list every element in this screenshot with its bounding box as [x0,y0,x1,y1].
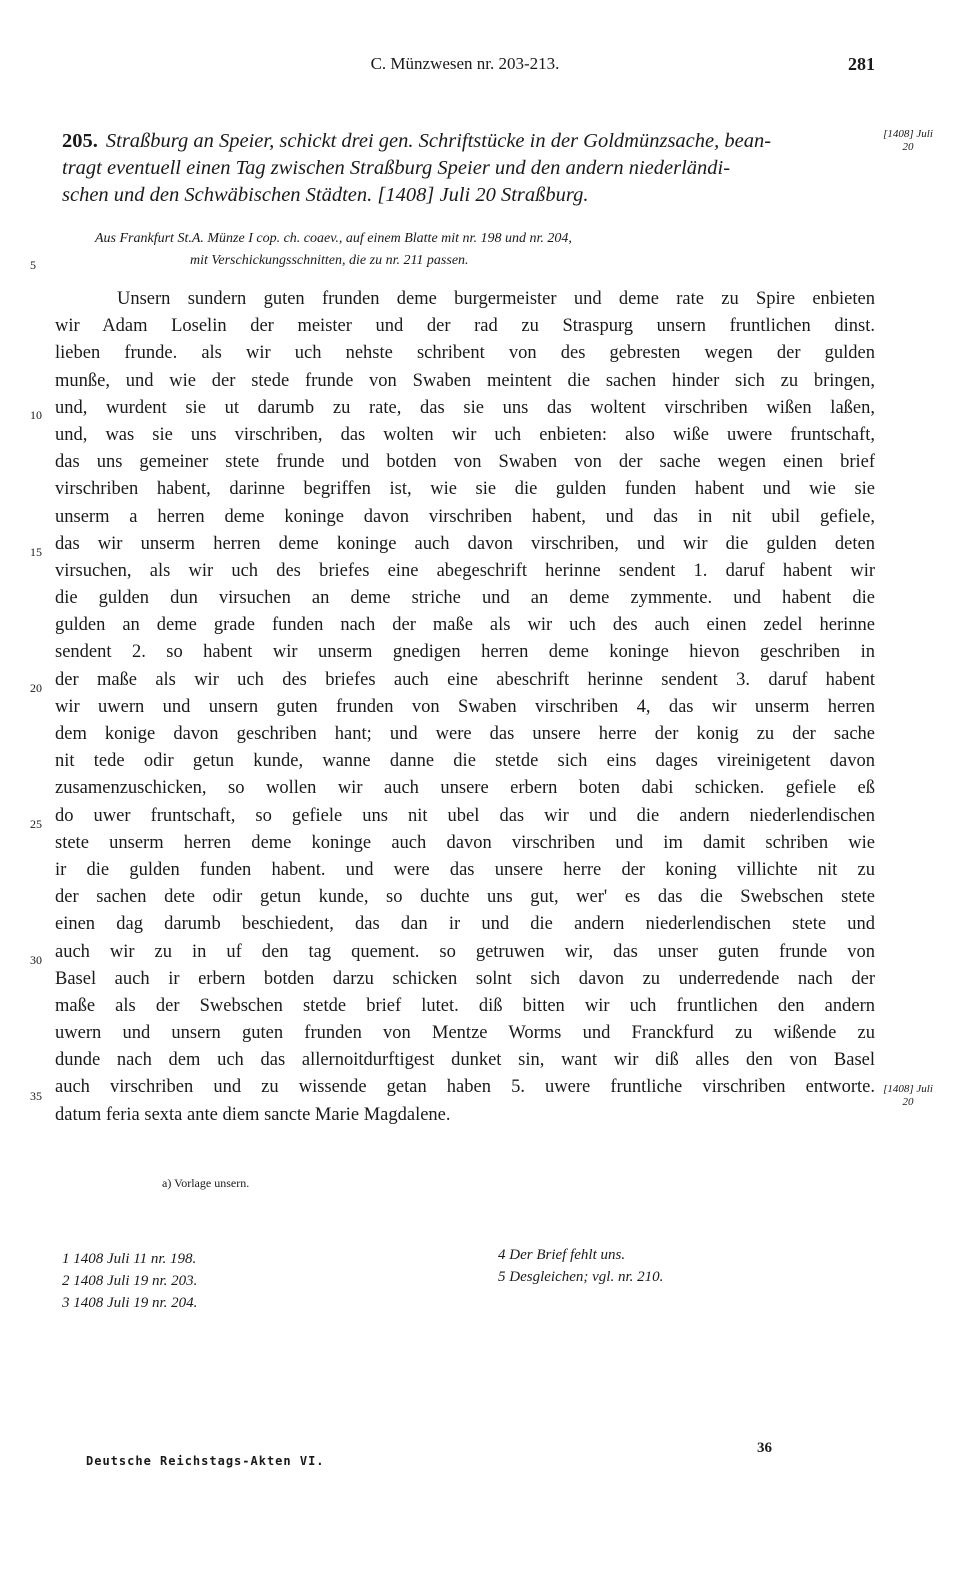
source-line: Aus Frankfurt St.A. Münze I cop. ch. coaev., auf einem Blatte mit nr. 198 und nr. 204, [95,231,572,246]
heading-line: tragt eventuell einen Tag zwischen Straßburg Speier und den andern niederländi- [62,157,731,179]
body-line: der maße als wir uch des briefes auch eine abeschrift herinne sendent 3. daruf habent [55,669,875,690]
footnote: 5 Desgleichen; vgl. nr. 210. [498,1269,664,1285]
source-note [95,228,875,272]
line-number: 15 [30,545,42,559]
body-line: wir Adam Loselin der meister und der rad zu Straspurg unsern fruntlichen dinst. [55,316,875,337]
page-number: 281 [848,54,875,74]
margin-date-note: [1408] Juli 20 [883,128,933,153]
body-line: der sachen dete odir getun kunde, so duchte uns gut, wer' es das die Swebschen stete [55,887,875,908]
footnote: 1 1408 Juli 11 nr. 198. [62,1251,197,1267]
body-line: unserm a herren deme koninge davon virschriben habent, und das in nit ubil gefiele, [55,506,875,527]
footnote: 3 1408 Juli 19 nr. 204. [62,1295,198,1311]
body-line: maße als der Swebschen stetde brief lutet. diß bitten wir uch fruntlichen den andern [55,995,875,1016]
line-number: 5 [30,258,36,272]
body-line: gulden an deme grade funden nach der maße als wir uch des auch einen zedel herinne [55,615,875,636]
margin-date-note: [1408] Juli 20 [883,1083,933,1108]
body-line: einen dag darumb beschiedent, das dan ir und die andern niederlendischen stete und [55,914,875,935]
body-line: lieben frunde. als wir uch nehste schribent von des gebresten wegen der gulden [55,343,875,364]
body-line: nit tede odir getun kunde, wanne danne die stetde sich eins dages vireinigetent davon [55,751,875,772]
body-line: dunde nach dem uch das allernoitdurftigest dunket sin, want wir diß alles den von Basel [55,1050,875,1071]
body-line: virsuchen, als wir uch des briefes eine abegeschrift herinne sendent 1. daruf habent wir [55,560,875,581]
heading-line: schen und den Schwäbischen Städten. [1408] Juli 20 Straßburg. [62,184,589,206]
variant-footnote: a) Vorlage unsern. [162,1176,250,1190]
source-line: mit Verschickungsschnitten, die zu nr. 211 passen. [190,253,469,268]
body-line: die gulden dun virsuchen an deme striche und an deme zymmente. und habent die [55,588,875,609]
body-line: munße, und wie der stede frunde von Swaben meintent die sachen hinder sich zu bringen, [55,370,875,391]
line-number: 20 [30,681,42,695]
body-line: ir die gulden funden habent. und were das unsere herre der koning villichte nit zu [55,859,875,880]
footnotes-right [498,1244,663,1288]
body-line: wir uwern und unsern guten frunden von Swaben virschriben 4, das wir unserm herren [55,696,875,717]
body-line: dem konige davon geschriben hant; und were das unsere herre der konig zu der sache [55,724,875,744]
body-line: Basel auch ir erbern botden darzu schicken solnt sich davon zu underredende nach der [55,968,875,989]
line-number: 25 [30,817,42,831]
body-line: do uwer fruntschaft, so gefiele uns nit ubel das wir und die andern niederlendischen [55,805,875,826]
body-line: und, wurdent sie ut darumb zu rate, das sie uns das woltent virschriben wißen laßen, [55,397,875,418]
letter-body [55,286,875,1129]
body-line: auch wir zu in uf den tag quement. so getruwen wir, das unser guten frunde von [55,941,875,962]
body-line: und, was sie uns virschriben, das wolten wir uch enbieten: also wiße uwere fruntschaft, [55,424,875,445]
body-line: das wir unserm herren deme koninge auch davon virschriben, und wir die gulden deten [55,533,875,554]
line-number: 30 [30,953,42,967]
document-heading [62,128,872,209]
heading-text: Straßburg an Speier, schickt drei gen. Schriftstücke in der Goldmünzsache, bean- [105,130,772,152]
body-line: datum feria sexta ante diem sancte Marie Magdalene. [55,1104,451,1125]
body-line: auch virschriben und zu wissende getan haben 5. uwere fruntliche virschriben entworte. [55,1077,875,1098]
footnote: 2 1408 Juli 19 nr. 203. [62,1273,198,1289]
section-number: 205. [62,130,98,152]
footnote: 4 Der Brief fehlt uns. [498,1247,626,1263]
body-line: uwern und unsern guten frunden von Mentze Worms und Franckfurd zu wißende zu [55,1023,875,1044]
signature-line: Deutsche Reichstags-Akten VI. [86,1454,325,1468]
body-line: stete unserm herren deme koninge auch davon virschriben und im damit schriben wie [55,832,875,853]
body-line: zusamenzuschicken, so wollen wir auch unsere erbern boten dabi schicken. gefiele eß [55,778,875,799]
running-title: C. Münzwesen nr. 203-213. [370,54,560,73]
body-line: virschriben habent, darinne begriffen ist, wie sie die gulden funden habent und wie sie [55,479,875,500]
body-line: sendent 2. so habent wir unserm gnedigen herren deme koninge hievon geschriben in [55,642,875,663]
body-line: Unsern sundern guten frunden deme burgermeister und deme rate zu Spire enbieten [117,289,875,309]
line-number: 10 [30,408,42,422]
line-number: 35 [30,1089,42,1103]
body-line: das uns gemeiner stete frunde und botden von Swaben von der sache wegen einen brief [55,452,875,473]
sheet-number: 36 [757,1440,772,1456]
heading-line [62,128,872,155]
footnotes-left [62,1248,197,1314]
